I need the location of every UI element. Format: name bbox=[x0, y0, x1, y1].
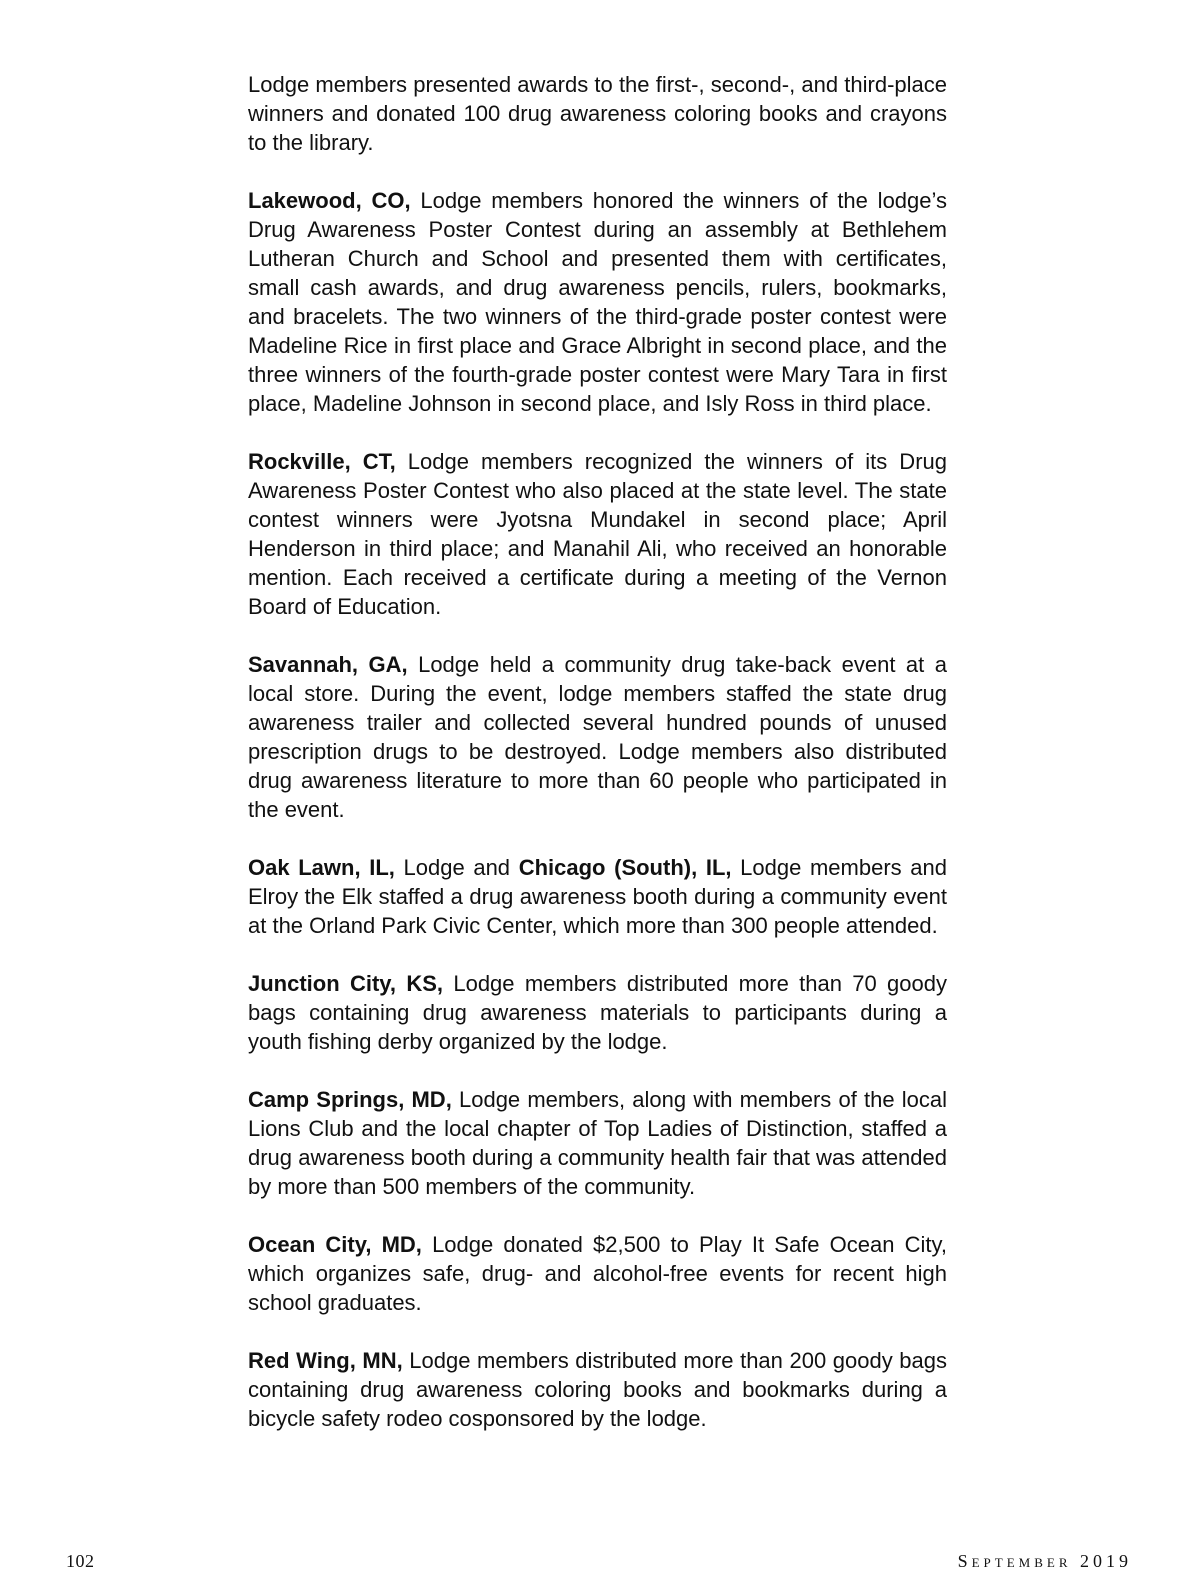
paragraph-lakewood bbox=[248, 186, 947, 418]
paragraph-text: Lodge donated $2,500 to Play It Safe Ocean City, which organizes safe, drug- and alcohol-free events for recent high school graduates. bbox=[248, 1232, 948, 1315]
paragraph-rockville bbox=[248, 447, 947, 621]
paragraph-ocean-city bbox=[248, 1230, 947, 1317]
lodge-location: Junction City, KS, bbox=[248, 971, 444, 996]
paragraph-text: Lodge members distributed more than 200 goody bags containing drug awareness coloring books and bookmarks during a bicycle safety rodeo cosponsored by the lodge. bbox=[248, 1348, 947, 1431]
paragraph-text: Lodge members, along with members of the local Lions Club and the local chapter of Top Ladies of Distinction, staffed a drug awareness booth during a community health fair that was attended by more than 500 members of the community. bbox=[248, 1087, 947, 1199]
paragraph-text: Lodge members distributed more than 70 goody bags containing drug awareness materials to participants during a youth fishing derby organized by the lodge. bbox=[248, 971, 947, 1054]
paragraph-text: Lodge held a community drug take-back event at a local store. During the event, lodge members staffed the state drug awareness trailer and collected several hundred pounds of unused prescription drugs to be destroyed. Lodge members also distributed drug awareness literature to more than 60 people who participated in the event. bbox=[248, 652, 947, 822]
paragraph-oak-lawn bbox=[248, 853, 947, 940]
issue-date: September 2019 bbox=[957, 1551, 1132, 1571]
paragraph-text: Lodge members honored the winners of the lodge’s Drug Awareness Poster Contest during an assembly at Bethlehem Lutheran Church and School and presented them with certificates, small cash awards, and drug awareness pencils, rulers, bookmarks, and bracelets. The two winners of the third-grade poster contest were Madeline Rice in first place and Grace Albright in second place, and the three winners of the fourth-grade poster contest were Mary Tara in first place, Madeline Johnson in second place, and Isly Ross in third place. bbox=[248, 188, 947, 416]
lodge-location: Lakewood, CO, bbox=[248, 188, 411, 213]
paragraph-camp-springs bbox=[248, 1085, 947, 1201]
paragraph-text: Lodge members and Elroy the Elk staffed a drug awareness booth during a community event at the Orland Park Civic Center, which more than 300 people attended. bbox=[248, 855, 947, 938]
lodge-location: Savannah, GA, bbox=[248, 652, 408, 677]
paragraph-text: Lodge members presented awards to the first-, second-, and third-place winners and donated 100 drug awareness coloring books and crayons to the library. bbox=[248, 72, 947, 155]
paragraph-red-wing bbox=[248, 1346, 947, 1433]
page-number: 102 bbox=[66, 1551, 95, 1571]
paragraph-junction-city bbox=[248, 969, 947, 1056]
paragraph-text: Lodge members recognized the winners of its Drug Awareness Poster Contest who also placed at the state level. The state contest winners were Jyotsna Mundakel in second place; April Henderson in third place; and Manahil Ali, who received an honorable mention. Each received a certificate during a meeting of the Vernon Board of Education. bbox=[248, 449, 947, 619]
article-body bbox=[248, 70, 947, 1462]
lodge-location: Camp Springs, MD, bbox=[248, 1087, 452, 1112]
paragraph-text: Lodge and bbox=[394, 855, 519, 880]
lodge-location: Oak Lawn, IL, bbox=[248, 855, 395, 880]
lodge-location: Chicago (South), IL, bbox=[518, 855, 732, 880]
paragraph-savannah bbox=[248, 650, 947, 824]
lodge-location: Red Wing, MN, bbox=[248, 1348, 403, 1373]
lodge-location: Ocean City, MD, bbox=[248, 1232, 422, 1257]
paragraph-intro bbox=[248, 70, 947, 157]
lodge-location: Rockville, CT, bbox=[248, 449, 396, 474]
